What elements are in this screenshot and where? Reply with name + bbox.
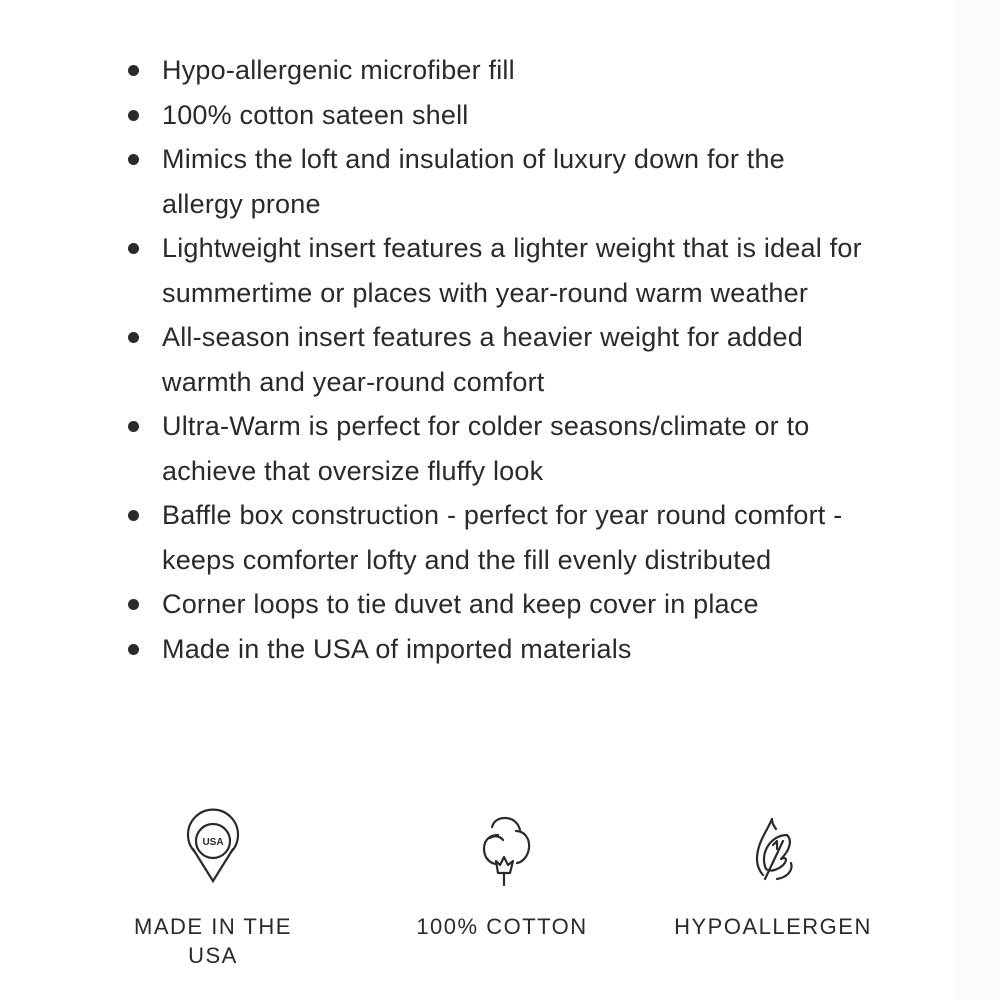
page-margin [955, 0, 1000, 1000]
feature-item [120, 226, 880, 315]
bullet-icon [128, 65, 139, 76]
badge-label: MADE IN THE USA [134, 914, 292, 968]
feature-item [120, 582, 880, 627]
bullet-icon [128, 154, 139, 165]
badge-made-in-usa [98, 805, 328, 970]
feature-text: Made in the USA of imported materials [162, 633, 632, 664]
feature-list [120, 48, 880, 671]
feature-text: Ultra-Warm is perfect for colder seasons/climate or to achieve that oversize fluffy look [162, 411, 810, 486]
feature-item [120, 93, 880, 138]
bullet-icon [128, 332, 139, 343]
feature-text: Corner loops to tie duvet and keep cover in place [162, 589, 759, 619]
usa-location-pin-icon [173, 805, 253, 890]
feature-item [120, 315, 880, 404]
feature-item [120, 627, 880, 672]
bullet-icon [128, 510, 139, 521]
feature-item [120, 404, 880, 493]
badge-label: 100% COTTON [416, 914, 588, 939]
bullet-icon [128, 243, 139, 254]
svg-text:USA: USA [202, 837, 224, 848]
feature-text: Mimics the loft and insulation of luxury down for the allergy prone [162, 144, 785, 219]
cotton-flower-icon [462, 805, 542, 890]
feature-item [120, 48, 880, 93]
bullet-icon [128, 599, 139, 610]
badge-hypoallergenic [658, 805, 888, 941]
feature-item [120, 137, 880, 226]
feature-text: All-season insert features a heavier weight for added warmth and year-round comfort [162, 322, 803, 397]
feature-item [120, 493, 880, 582]
bullet-icon [128, 644, 139, 655]
feature-text: 100% cotton sateen shell [162, 99, 469, 130]
feather-drop-icon [733, 805, 813, 890]
feature-text: Lightweight insert features a lighter weight that is ideal for summertime or places with year-round warm weather [162, 233, 862, 308]
badge-label: HYPOALLERGEN [674, 914, 872, 939]
bullet-icon [128, 421, 139, 432]
feature-text: Hypo-allergenic microfiber fill [162, 55, 515, 85]
badge-cotton [387, 805, 617, 941]
feature-text: Baffle box construction - perfect for year round comfort - keeps comforter lofty and the fill evenly distributed [162, 500, 843, 575]
badge-row [100, 805, 900, 985]
bullet-icon [128, 110, 139, 121]
